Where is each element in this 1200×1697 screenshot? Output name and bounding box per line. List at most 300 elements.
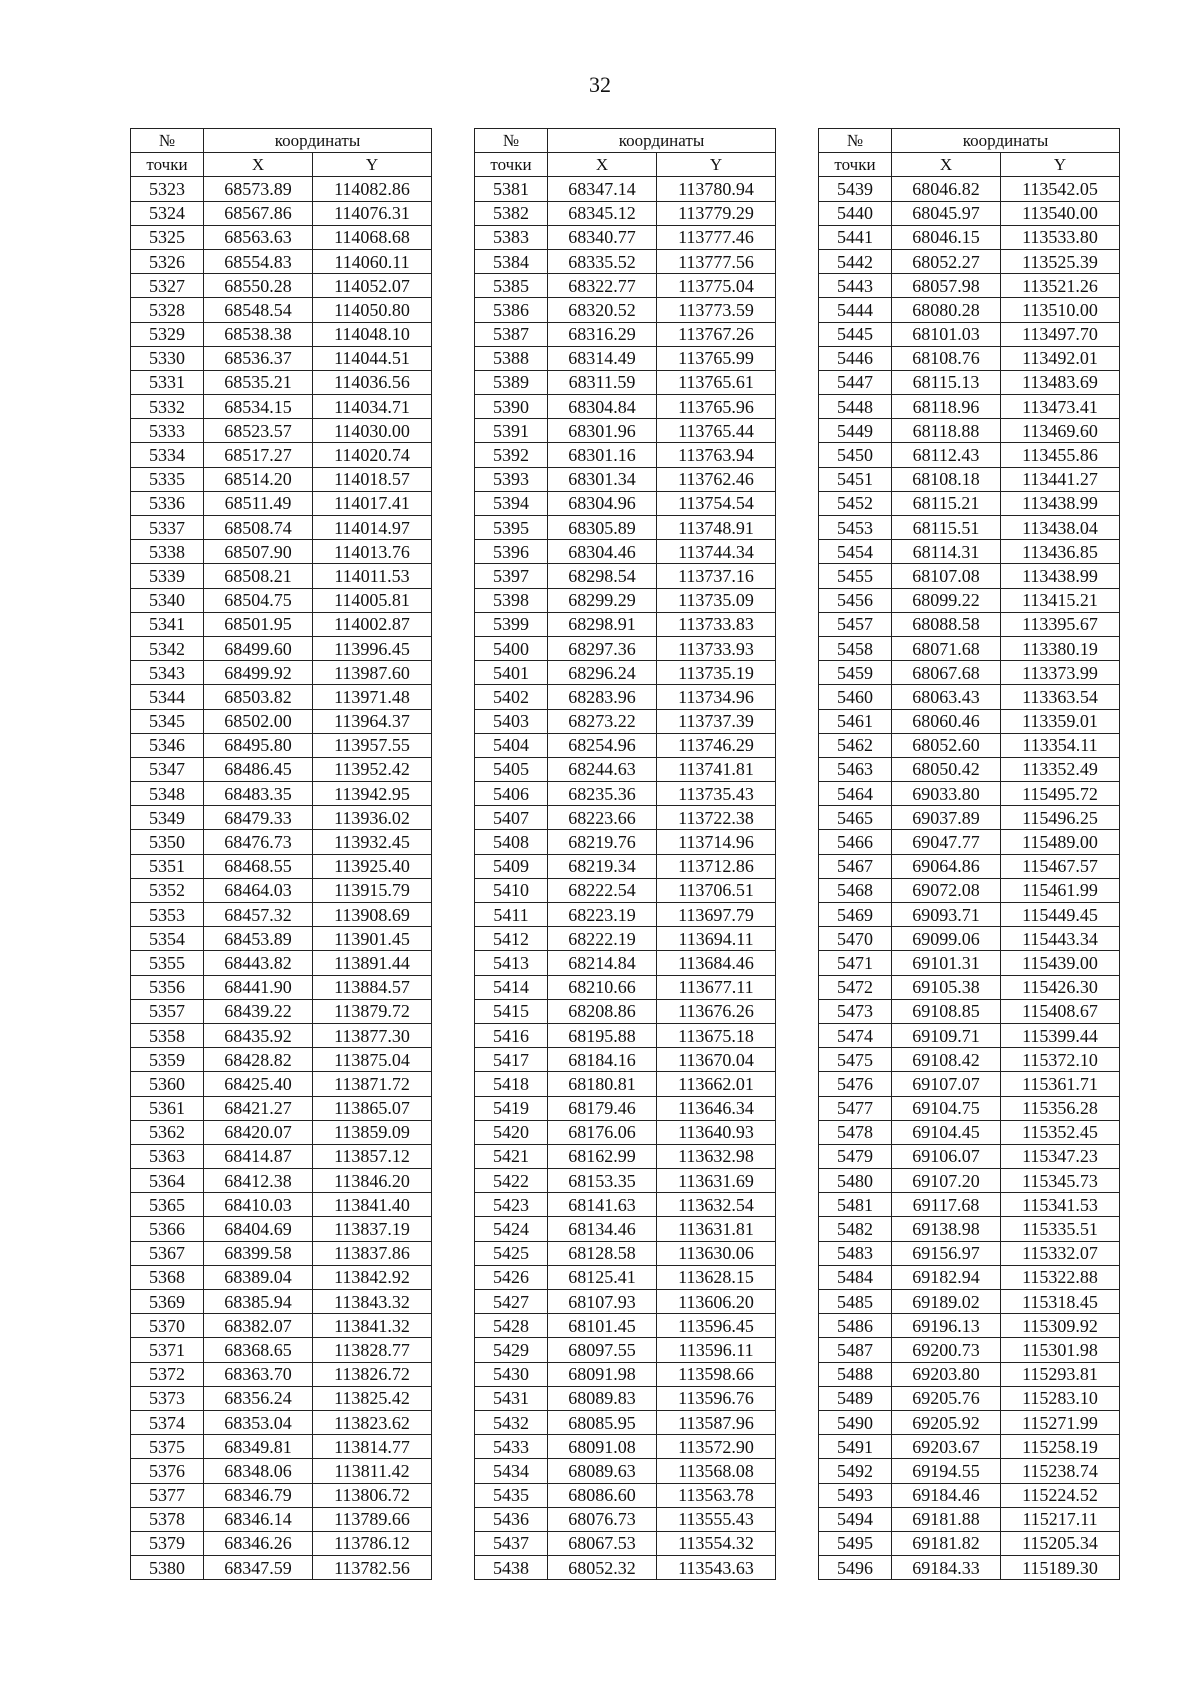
- table-row: [475, 903, 776, 927]
- x-coordinate-cell: 68108.18: [892, 467, 1001, 491]
- table-row: [131, 1338, 432, 1362]
- x-coordinate-cell: 68511.49: [204, 491, 313, 515]
- x-coordinate-cell: 68057.98: [892, 274, 1001, 298]
- point-number-cell: 5448: [819, 395, 892, 419]
- point-number-cell: 5391: [475, 419, 548, 443]
- y-coordinate-cell: 113877.30: [313, 1023, 432, 1047]
- point-number-cell: 5455: [819, 564, 892, 588]
- table-row: [131, 201, 432, 225]
- point-number-cell: 5377: [131, 1483, 204, 1507]
- table-row: [131, 685, 432, 709]
- table-row: [819, 1314, 1120, 1338]
- y-coordinate-cell: 113767.26: [657, 322, 776, 346]
- table-row: [819, 1144, 1120, 1168]
- table-row: [819, 564, 1120, 588]
- table-row: [131, 1048, 432, 1072]
- x-coordinate-cell: 68052.60: [892, 733, 1001, 757]
- table-row: [131, 564, 432, 588]
- table-row: [131, 1314, 432, 1338]
- x-coordinate-cell: 69182.94: [892, 1265, 1001, 1289]
- y-coordinate-cell: 113497.70: [1001, 322, 1120, 346]
- table-row: [131, 1362, 432, 1386]
- table-row: [475, 370, 776, 394]
- y-coordinate-cell: 114011.53: [313, 564, 432, 588]
- y-coordinate-cell: 113596.76: [657, 1386, 776, 1410]
- x-coordinate-cell: 68299.29: [548, 588, 657, 612]
- x-coordinate-cell: 68298.91: [548, 612, 657, 636]
- y-coordinate-cell: 115443.34: [1001, 927, 1120, 951]
- x-coordinate-cell: 68479.33: [204, 806, 313, 830]
- y-coordinate-cell: 113811.42: [313, 1459, 432, 1483]
- table-row: [819, 999, 1120, 1023]
- point-number-cell: 5396: [475, 540, 548, 564]
- point-number-cell: 5378: [131, 1507, 204, 1531]
- table-row: [475, 1410, 776, 1434]
- y-coordinate-cell: 115408.67: [1001, 999, 1120, 1023]
- table-row: [131, 177, 432, 201]
- y-coordinate-cell: 115301.98: [1001, 1338, 1120, 1362]
- x-coordinate-cell: 69033.80: [892, 782, 1001, 806]
- y-coordinate-cell: 113825.42: [313, 1386, 432, 1410]
- y-coordinate-cell: 113473.41: [1001, 395, 1120, 419]
- point-number-cell: 5384: [475, 249, 548, 273]
- point-number-cell: 5382: [475, 201, 548, 225]
- y-coordinate-cell: 114002.87: [313, 612, 432, 636]
- x-coordinate-cell: 68297.36: [548, 636, 657, 660]
- point-number-cell: 5326: [131, 249, 204, 273]
- header-coordinates: координаты: [204, 129, 432, 153]
- point-number-cell: 5426: [475, 1265, 548, 1289]
- point-number-cell: 5385: [475, 274, 548, 298]
- x-coordinate-cell: 68534.15: [204, 395, 313, 419]
- point-number-cell: 5412: [475, 927, 548, 951]
- x-coordinate-cell: 68349.81: [204, 1435, 313, 1459]
- header-y: Y: [657, 153, 776, 177]
- point-number-cell: 5341: [131, 612, 204, 636]
- x-coordinate-cell: 68554.83: [204, 249, 313, 273]
- y-coordinate-cell: 113777.46: [657, 225, 776, 249]
- point-number-cell: 5415: [475, 999, 548, 1023]
- y-coordinate-cell: 114020.74: [313, 443, 432, 467]
- table-row: [819, 1217, 1120, 1241]
- table-row: [475, 612, 776, 636]
- x-coordinate-cell: 68115.21: [892, 491, 1001, 515]
- table-row: [819, 685, 1120, 709]
- point-number-cell: 5480: [819, 1169, 892, 1193]
- point-number-cell: 5352: [131, 878, 204, 902]
- table-row: [819, 951, 1120, 975]
- table-row: [819, 346, 1120, 370]
- y-coordinate-cell: 115238.74: [1001, 1459, 1120, 1483]
- x-coordinate-cell: 68410.03: [204, 1193, 313, 1217]
- y-coordinate-cell: 113780.94: [657, 177, 776, 201]
- y-coordinate-cell: 113996.45: [313, 636, 432, 660]
- table-row: [131, 249, 432, 273]
- y-coordinate-cell: 115361.71: [1001, 1072, 1120, 1096]
- x-coordinate-cell: 68363.70: [204, 1362, 313, 1386]
- table-row: [131, 661, 432, 685]
- x-coordinate-cell: 68112.43: [892, 443, 1001, 467]
- point-number-cell: 5331: [131, 370, 204, 394]
- point-number-cell: 5423: [475, 1193, 548, 1217]
- x-coordinate-cell: 68219.34: [548, 854, 657, 878]
- x-coordinate-cell: 68179.46: [548, 1096, 657, 1120]
- x-coordinate-cell: 69108.85: [892, 999, 1001, 1023]
- point-number-cell: 5372: [131, 1362, 204, 1386]
- y-coordinate-cell: 113971.48: [313, 685, 432, 709]
- x-coordinate-cell: 68414.87: [204, 1144, 313, 1168]
- table-row: [131, 1290, 432, 1314]
- point-number-cell: 5362: [131, 1120, 204, 1144]
- x-coordinate-cell: 68563.63: [204, 225, 313, 249]
- x-coordinate-cell: 68389.04: [204, 1265, 313, 1289]
- x-coordinate-cell: 68115.51: [892, 516, 1001, 540]
- table-row: [475, 201, 776, 225]
- table-row: [819, 298, 1120, 322]
- table-row: [819, 733, 1120, 757]
- x-coordinate-cell: 69107.20: [892, 1169, 1001, 1193]
- x-coordinate-cell: 69105.38: [892, 975, 1001, 999]
- table-body: [819, 177, 1120, 1580]
- y-coordinate-cell: 113879.72: [313, 999, 432, 1023]
- table-row: [131, 1023, 432, 1047]
- x-coordinate-cell: 68052.27: [892, 249, 1001, 273]
- x-coordinate-cell: 68304.84: [548, 395, 657, 419]
- table-row: [475, 757, 776, 781]
- x-coordinate-cell: 68335.52: [548, 249, 657, 273]
- x-coordinate-cell: 68180.81: [548, 1072, 657, 1096]
- x-coordinate-cell: 68353.04: [204, 1410, 313, 1434]
- header-number-sign: №: [131, 129, 204, 153]
- table-row: [819, 491, 1120, 515]
- x-coordinate-cell: 68067.53: [548, 1531, 657, 1555]
- x-coordinate-cell: 68050.42: [892, 757, 1001, 781]
- table-row: [475, 878, 776, 902]
- table-row: [131, 274, 432, 298]
- y-coordinate-cell: 114034.71: [313, 395, 432, 419]
- x-coordinate-cell: 68099.22: [892, 588, 1001, 612]
- y-coordinate-cell: 113925.40: [313, 854, 432, 878]
- table-row: [475, 733, 776, 757]
- point-number-cell: 5366: [131, 1217, 204, 1241]
- y-coordinate-cell: 115495.72: [1001, 782, 1120, 806]
- y-coordinate-cell: 114076.31: [313, 201, 432, 225]
- y-coordinate-cell: 113952.42: [313, 757, 432, 781]
- point-number-cell: 5343: [131, 661, 204, 685]
- table-row: [131, 346, 432, 370]
- header-point: точки: [819, 153, 892, 177]
- table-row: [131, 298, 432, 322]
- table-row: [819, 1096, 1120, 1120]
- y-coordinate-cell: 113670.04: [657, 1048, 776, 1072]
- point-number-cell: 5367: [131, 1241, 204, 1265]
- x-coordinate-cell: 68550.28: [204, 274, 313, 298]
- table-row: [131, 951, 432, 975]
- table-row: [131, 927, 432, 951]
- y-coordinate-cell: 113441.27: [1001, 467, 1120, 491]
- table-row: [475, 927, 776, 951]
- table-row: [475, 1096, 776, 1120]
- table-row: [131, 1169, 432, 1193]
- point-number-cell: 5374: [131, 1410, 204, 1434]
- point-number-cell: 5432: [475, 1410, 548, 1434]
- table-row: [819, 830, 1120, 854]
- table-row: [131, 1483, 432, 1507]
- table-row: [819, 395, 1120, 419]
- y-coordinate-cell: 113675.18: [657, 1023, 776, 1047]
- point-number-cell: 5443: [819, 274, 892, 298]
- coordinates-table: [818, 128, 1120, 1580]
- point-number-cell: 5463: [819, 757, 892, 781]
- table-row: [131, 1386, 432, 1410]
- y-coordinate-cell: 113735.19: [657, 661, 776, 685]
- y-coordinate-cell: 115322.88: [1001, 1265, 1120, 1289]
- table-row: [819, 225, 1120, 249]
- y-coordinate-cell: 113606.20: [657, 1290, 776, 1314]
- y-coordinate-cell: 113806.72: [313, 1483, 432, 1507]
- x-coordinate-cell: 68153.35: [548, 1169, 657, 1193]
- point-number-cell: 5344: [131, 685, 204, 709]
- point-number-cell: 5416: [475, 1023, 548, 1047]
- x-coordinate-cell: 68536.37: [204, 346, 313, 370]
- point-number-cell: 5472: [819, 975, 892, 999]
- point-number-cell: 5477: [819, 1096, 892, 1120]
- x-coordinate-cell: 68107.08: [892, 564, 1001, 588]
- point-number-cell: 5492: [819, 1459, 892, 1483]
- y-coordinate-cell: 114044.51: [313, 346, 432, 370]
- x-coordinate-cell: 68052.32: [548, 1556, 657, 1580]
- table-row: [475, 636, 776, 660]
- point-number-cell: 5476: [819, 1072, 892, 1096]
- table-row: [819, 1459, 1120, 1483]
- y-coordinate-cell: 113694.11: [657, 927, 776, 951]
- point-number-cell: 5403: [475, 709, 548, 733]
- y-coordinate-cell: 113598.66: [657, 1362, 776, 1386]
- y-coordinate-cell: 113568.08: [657, 1459, 776, 1483]
- point-number-cell: 5400: [475, 636, 548, 660]
- point-number-cell: 5353: [131, 903, 204, 927]
- x-coordinate-cell: 68457.32: [204, 903, 313, 927]
- point-number-cell: 5365: [131, 1193, 204, 1217]
- table-row: [819, 1241, 1120, 1265]
- table-row: [131, 878, 432, 902]
- y-coordinate-cell: 113843.32: [313, 1290, 432, 1314]
- table-row: [819, 1435, 1120, 1459]
- y-coordinate-cell: 113765.61: [657, 370, 776, 394]
- table-row: [131, 1096, 432, 1120]
- table-row: [475, 1241, 776, 1265]
- x-coordinate-cell: 68184.16: [548, 1048, 657, 1072]
- y-coordinate-cell: 114050.80: [313, 298, 432, 322]
- table-row: [131, 516, 432, 540]
- table-row: [819, 709, 1120, 733]
- point-number-cell: 5406: [475, 782, 548, 806]
- y-coordinate-cell: 113875.04: [313, 1048, 432, 1072]
- table-row: [131, 225, 432, 249]
- point-number-cell: 5468: [819, 878, 892, 902]
- point-number-cell: 5376: [131, 1459, 204, 1483]
- table-row: [475, 177, 776, 201]
- header-x: X: [548, 153, 657, 177]
- table-row: [475, 830, 776, 854]
- y-coordinate-cell: 113714.96: [657, 830, 776, 854]
- table-row: [819, 588, 1120, 612]
- y-coordinate-cell: 113837.86: [313, 1241, 432, 1265]
- x-coordinate-cell: 69104.75: [892, 1096, 1001, 1120]
- point-number-cell: 5484: [819, 1265, 892, 1289]
- y-coordinate-cell: 113628.15: [657, 1265, 776, 1289]
- x-coordinate-cell: 68421.27: [204, 1096, 313, 1120]
- y-coordinate-cell: 115372.10: [1001, 1048, 1120, 1072]
- x-coordinate-cell: 68086.60: [548, 1483, 657, 1507]
- table-row: [475, 1120, 776, 1144]
- x-coordinate-cell: 68076.73: [548, 1507, 657, 1531]
- x-coordinate-cell: 68535.21: [204, 370, 313, 394]
- y-coordinate-cell: 115189.30: [1001, 1556, 1120, 1580]
- table-row: [131, 1193, 432, 1217]
- y-coordinate-cell: 113555.43: [657, 1507, 776, 1531]
- y-coordinate-cell: 113765.44: [657, 419, 776, 443]
- table-row: [819, 467, 1120, 491]
- y-coordinate-cell: 113469.60: [1001, 419, 1120, 443]
- y-coordinate-cell: 115309.92: [1001, 1314, 1120, 1338]
- x-coordinate-cell: 68125.41: [548, 1265, 657, 1289]
- x-coordinate-cell: 68453.89: [204, 927, 313, 951]
- point-number-cell: 5369: [131, 1290, 204, 1314]
- point-number-cell: 5453: [819, 516, 892, 540]
- point-number-cell: 5436: [475, 1507, 548, 1531]
- y-coordinate-cell: 113936.02: [313, 806, 432, 830]
- x-coordinate-cell: 68517.27: [204, 443, 313, 467]
- x-coordinate-cell: 68219.76: [548, 830, 657, 854]
- point-number-cell: 5495: [819, 1531, 892, 1555]
- x-coordinate-cell: 68412.38: [204, 1169, 313, 1193]
- x-coordinate-cell: 69093.71: [892, 903, 1001, 927]
- x-coordinate-cell: 68314.49: [548, 346, 657, 370]
- x-coordinate-cell: 69047.77: [892, 830, 1001, 854]
- point-number-cell: 5340: [131, 588, 204, 612]
- point-number-cell: 5424: [475, 1217, 548, 1241]
- point-number-cell: 5333: [131, 419, 204, 443]
- x-coordinate-cell: 68115.13: [892, 370, 1001, 394]
- point-number-cell: 5411: [475, 903, 548, 927]
- y-coordinate-cell: 113765.99: [657, 346, 776, 370]
- point-number-cell: 5460: [819, 685, 892, 709]
- table-row: [131, 757, 432, 781]
- y-coordinate-cell: 114082.86: [313, 177, 432, 201]
- x-coordinate-cell: 68502.00: [204, 709, 313, 733]
- point-number-cell: 5354: [131, 927, 204, 951]
- point-number-cell: 5394: [475, 491, 548, 515]
- x-coordinate-cell: 68508.21: [204, 564, 313, 588]
- point-number-cell: 5336: [131, 491, 204, 515]
- y-coordinate-cell: 113859.09: [313, 1120, 432, 1144]
- y-coordinate-cell: 115489.00: [1001, 830, 1120, 854]
- x-coordinate-cell: 69101.31: [892, 951, 1001, 975]
- table-row: [475, 782, 776, 806]
- y-coordinate-cell: 113706.51: [657, 878, 776, 902]
- table-row: [475, 491, 776, 515]
- x-coordinate-cell: 68340.77: [548, 225, 657, 249]
- y-coordinate-cell: 113915.79: [313, 878, 432, 902]
- y-coordinate-cell: 113734.96: [657, 685, 776, 709]
- point-number-cell: 5383: [475, 225, 548, 249]
- x-coordinate-cell: 68088.58: [892, 612, 1001, 636]
- x-coordinate-cell: 69181.88: [892, 1507, 1001, 1531]
- y-coordinate-cell: 115341.53: [1001, 1193, 1120, 1217]
- y-coordinate-cell: 115345.73: [1001, 1169, 1120, 1193]
- table-row: [131, 322, 432, 346]
- x-coordinate-cell: 68420.07: [204, 1120, 313, 1144]
- table-row: [475, 685, 776, 709]
- table-row: [819, 419, 1120, 443]
- point-number-cell: 5388: [475, 346, 548, 370]
- y-coordinate-cell: 113814.77: [313, 1435, 432, 1459]
- table-row: [475, 1290, 776, 1314]
- table-row: [131, 709, 432, 733]
- x-coordinate-cell: 69117.68: [892, 1193, 1001, 1217]
- point-number-cell: 5491: [819, 1435, 892, 1459]
- x-coordinate-cell: 68091.98: [548, 1362, 657, 1386]
- y-coordinate-cell: 113823.62: [313, 1410, 432, 1434]
- header-coordinates: координаты: [548, 129, 776, 153]
- table-row: [475, 1072, 776, 1096]
- x-coordinate-cell: 68080.28: [892, 298, 1001, 322]
- y-coordinate-cell: 115205.34: [1001, 1531, 1120, 1555]
- table-row: [131, 1241, 432, 1265]
- y-coordinate-cell: 113676.26: [657, 999, 776, 1023]
- x-coordinate-cell: 68464.03: [204, 878, 313, 902]
- y-coordinate-cell: 113779.29: [657, 201, 776, 225]
- table-row: [819, 1169, 1120, 1193]
- table-row: [819, 782, 1120, 806]
- table-row: [131, 370, 432, 394]
- x-coordinate-cell: 68244.63: [548, 757, 657, 781]
- point-number-cell: 5494: [819, 1507, 892, 1531]
- point-number-cell: 5482: [819, 1217, 892, 1241]
- x-coordinate-cell: 69156.97: [892, 1241, 1001, 1265]
- point-number-cell: 5434: [475, 1459, 548, 1483]
- y-coordinate-cell: 113521.26: [1001, 274, 1120, 298]
- table-row: [819, 249, 1120, 273]
- table-row: [475, 395, 776, 419]
- table-row: [131, 1435, 432, 1459]
- x-coordinate-cell: 68089.63: [548, 1459, 657, 1483]
- x-coordinate-cell: 68382.07: [204, 1314, 313, 1338]
- x-coordinate-cell: 68085.95: [548, 1410, 657, 1434]
- header-number-sign: №: [475, 129, 548, 153]
- point-number-cell: 5445: [819, 322, 892, 346]
- y-coordinate-cell: 113352.49: [1001, 757, 1120, 781]
- table-row: [819, 927, 1120, 951]
- y-coordinate-cell: 113483.69: [1001, 370, 1120, 394]
- x-coordinate-cell: 68301.34: [548, 467, 657, 491]
- y-coordinate-cell: 113712.86: [657, 854, 776, 878]
- y-coordinate-cell: 113782.56: [313, 1556, 432, 1580]
- y-coordinate-cell: 114018.57: [313, 467, 432, 491]
- y-coordinate-cell: 114060.11: [313, 249, 432, 273]
- x-coordinate-cell: 68101.03: [892, 322, 1001, 346]
- point-number-cell: 5363: [131, 1144, 204, 1168]
- table-row: [819, 1048, 1120, 1072]
- point-number-cell: 5478: [819, 1120, 892, 1144]
- y-coordinate-cell: 113737.16: [657, 564, 776, 588]
- x-coordinate-cell: 68298.54: [548, 564, 657, 588]
- x-coordinate-cell: 68214.84: [548, 951, 657, 975]
- y-coordinate-cell: 115449.45: [1001, 903, 1120, 927]
- table-row: [475, 516, 776, 540]
- point-number-cell: 5428: [475, 1314, 548, 1338]
